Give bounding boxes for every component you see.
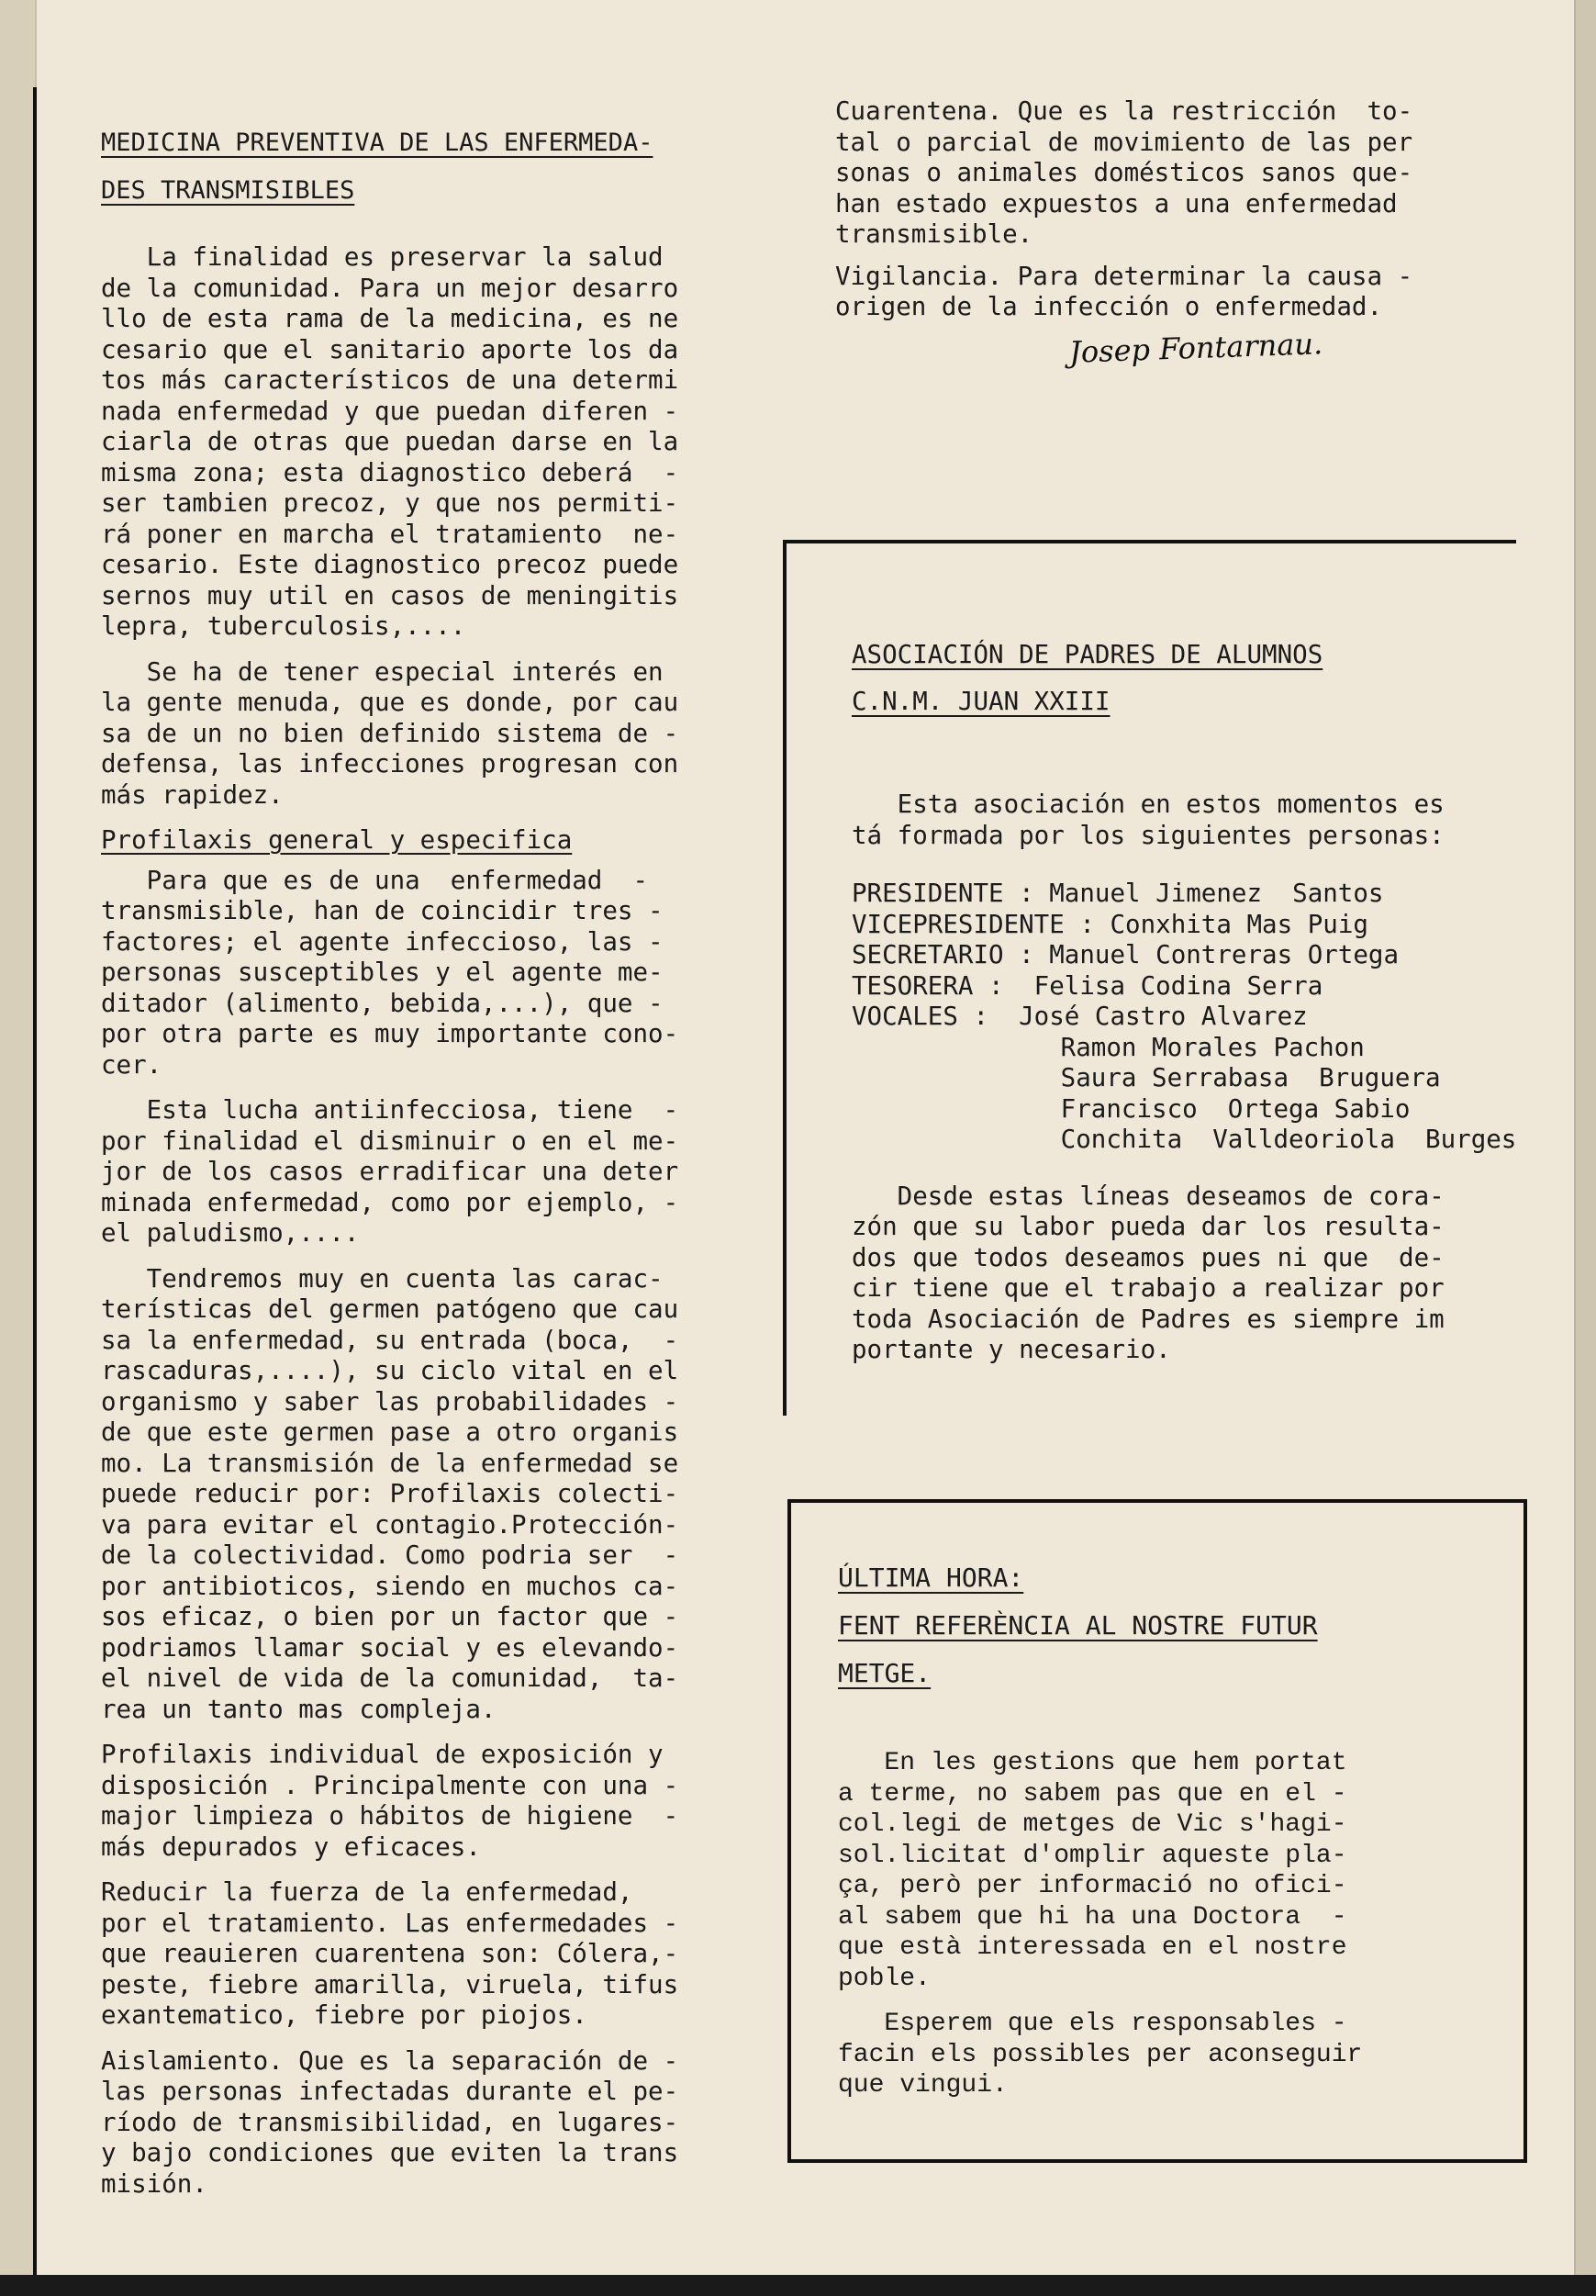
association-title-line2: C.N.M. JUAN XXIII	[852, 687, 1111, 716]
paragraph-surveillance: Vigilancia. Para determinar la causa - origen de la infección o enfermedad.	[835, 261, 1413, 321]
association-roster	[852, 879, 1517, 1156]
roster-row	[852, 1125, 1517, 1156]
roster-row	[852, 1094, 1494, 1126]
association-box	[852, 632, 1517, 1366]
roster-row	[852, 971, 1494, 1002]
roster-name: : Manuel Jimenez Santos	[1019, 879, 1384, 908]
roster-name: : Conxhita Mas Puig	[1079, 909, 1368, 939]
roster-name: : José Castro Alvarez	[973, 1002, 1308, 1031]
association-closing: Desde estas líneas deseamos de cora- zón que su labor pueda dar los resulta- dos que todos deseamos pues ni que de- cir tiene que el trabajo a realizar por toda Asociación de Padres es siempre im portante y necesario.	[852, 1181, 1445, 1364]
roster-name: Conchita Valldeoriola Burges	[1015, 1125, 1517, 1154]
author-signature: Josep Fontarnau.	[1068, 326, 1323, 370]
roster-name: : Felisa Codina Serra	[988, 970, 1323, 1001]
page-right-edge	[1574, 0, 1596, 2296]
paragraph-children: Se ha de tener especial interés en la gente menuda, que es donde, por cau sa de un no bien definido sistema de - defensa, las infecciones progresan con más rapidez.	[101, 656, 679, 810]
association-intro: Esta asociación en estos momentos es tá formada por los siguientes personas:	[852, 790, 1445, 850]
paragraph-intro: La finalidad es preservar la salud de la comunidad. Para un mejor desarro llo de esta rama de la medicina, es ne cesario que el sanitario aporte los da tos más característicos de una determi nada enfermedad y que puedan diferen - ciarla de otras que puedan darse en la misma zona; esta diagnostico deberá - ser tambien precoz, y que nos permiti- rá poner en marcha el tratamiento ne- cesario. Este diagnostico precoz puede sernos muy util en casos de meningitis lepra, tuberculosis,....	[101, 242, 679, 641]
association-title-line1: ASOCIACIÓN DE PADRES DE ALUMNOS	[852, 640, 1323, 669]
late-news-paragraph2: Esperem que els responsables - facin els possibles per aconseguir que vingui.	[838, 2010, 1363, 2100]
subheading-profilaxis: Profilaxis general y especifica	[101, 825, 573, 855]
late-news-box	[838, 1554, 1471, 2116]
paragraph-germ: Tendremos muy en cuenta las carac- terísticas del germen patógeno que cau sa la enfermedad, su entrada (boca, - rascaduras,....), su ciclo vital en el organismo y saber las probabilidades - de que este germen pase a otro organis mo. La transmisión de la enfermedad se puede reducir por: Profilaxis colecti- va para evitar el contagio.Protección- de la colectividad. Como podria ser - por antibioticos, siendo en muchos ca- sos eficaz, o bien por un factor que - podriamos llamar social y es elevando- el nivel de vida de la comunidad, ta- rea un tanto mas compleja.	[101, 1263, 679, 1724]
roster-row	[852, 940, 1494, 971]
roster-row	[852, 1033, 1494, 1064]
article-heading-line1: MEDICINA PREVENTIVA DE LAS ENFERMEDA-	[101, 129, 653, 157]
roster-role: TESORERA	[852, 970, 989, 1001]
roster-role: VICEPRESIDENTE	[852, 909, 1080, 939]
roster-role: SECRETARIO	[852, 940, 1020, 969]
roster-name: : Manuel Contreras Ortega	[1019, 940, 1400, 969]
article-heading-line2: DES TRANSMISIBLES	[101, 176, 355, 205]
paragraph-individual: Profilaxis individual de exposición y disposición . Principalmente con una - major limpieza o hábitos de higiene - más depurados y eficaces.	[101, 1740, 679, 1862]
paragraph-quarantine: Cuarentena. Que es la restricción to- tal o parcial de movimiento de las per sonas o animales domésticos sanos que- han estado expuestos a una enfermedad transmisible.	[835, 96, 1413, 249]
late-news-title-line1: ÚLTIMA HORA:	[838, 1562, 1024, 1593]
roster-row	[852, 879, 1494, 910]
roster-name: Ramon Morales Pachon	[1015, 1032, 1365, 1062]
roster-row	[852, 910, 1494, 941]
late-news-paragraph1: En les gestions que hem portat a terme, no sabem pas que en el - col.legi de metges de Vic s'hagi- sol.licitat d'omplir aqueste pla- ça, però per informació no ofici- al sabem que hi ha una Doctora - que està interessada en el nostre poble.	[838, 1749, 1347, 1993]
roster-row	[852, 1002, 1494, 1033]
paragraph-reduce: Reducir la fuerza de la enfermedad, por el tratamiento. Las enfermedades - que reauieren cuarentena son: Cólera,- peste, fiebre amarilla, viruela, tifus exantematico, fiebre por piojos.	[101, 1877, 679, 2030]
left-column	[101, 119, 688, 2214]
page-bottom-edge	[0, 2275, 1596, 2296]
roster-role: PRESIDENTE	[852, 879, 1020, 908]
late-news-title-line3: METGE.	[838, 1658, 932, 1688]
roster-role: VOCALES	[852, 1002, 974, 1031]
right-column-top	[835, 96, 1432, 334]
paragraph-antiinfection: Esta lucha antiinfecciosa, tiene - por finalidad el disminuir o en el me- jor de los casos erradificar una deter minada enfermedad, como por ejemplo, - el paludismo,....	[101, 1095, 679, 1248]
left-vertical-rule	[33, 87, 37, 2275]
roster-name: Saura Serrabasa Bruguera	[1015, 1063, 1441, 1092]
roster-name: Francisco Ortega Sabio	[1015, 1093, 1411, 1124]
page-binding-edge	[0, 0, 37, 2296]
paragraph-isolation: Aislamiento. Que es la separación de - las personas infectadas durante el pe- ríodo de transmisibilidad, en lugares- y bajo condiciones que eviten la trans misión.	[101, 2045, 679, 2199]
late-news-title-line2: FENT REFERÈNCIA AL NOSTRE FUTUR	[838, 1610, 1318, 1641]
paragraph-factors: Para que es de una enfermedad - transmisible, han de coincidir tres - factores; el agente infeccioso, las - personas susceptibles y el agente me- ditador (alimento, bebida,...), que - por otra parte es muy importante cono- cer.	[101, 865, 679, 1080]
roster-row	[852, 1063, 1494, 1094]
